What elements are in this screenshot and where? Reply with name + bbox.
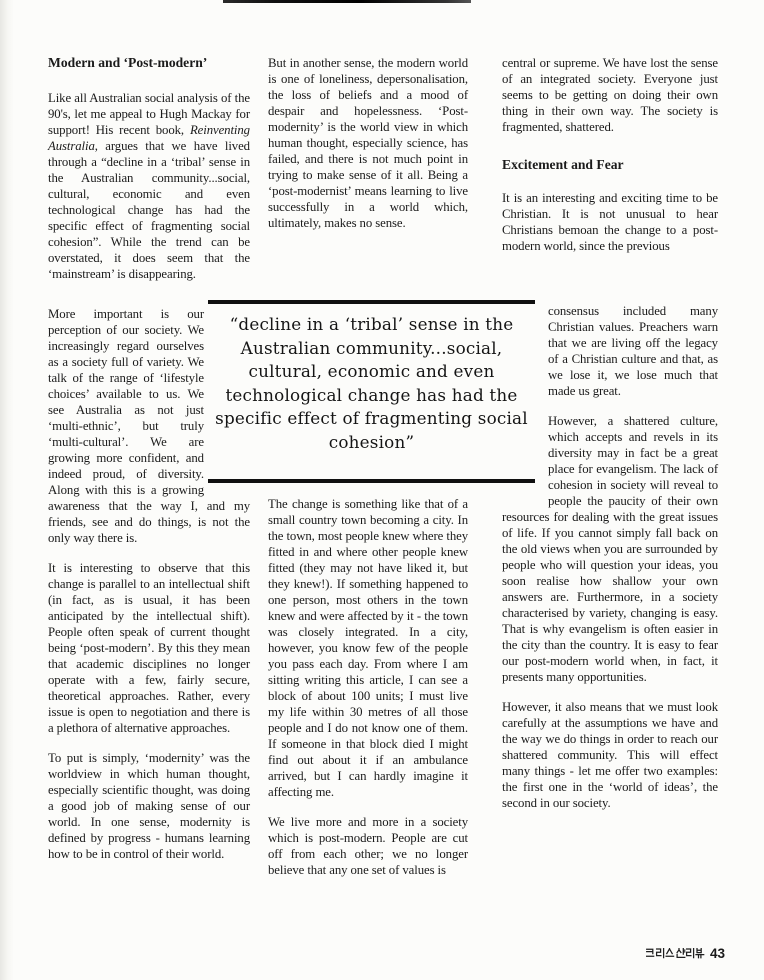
pull-quote: “decline in a ‘tribal’ sense in the Australian community...social, cultural, economic and even technological change has had the specific effect of fragmenting social cohesion” [208, 300, 535, 483]
column2-upper [268, 55, 468, 231]
paragraph: We live more and more in a society which is post-modern. People are cut off from each other; we no longer believe that any one set of values is [268, 815, 468, 877]
hangul-glyph-seu [666, 949, 674, 956]
paragraph-text: consensus included many Christian values. Preachers warn that we are living off the legacy of a Christian culture and that, as we lose it, we lose much that made us great. [548, 304, 718, 398]
section-heading-excitement-and-fear: Excitement and Fear [502, 157, 624, 172]
paragraph: The change is something like that of a small country town becoming a city. In the town, most people knew where they fitted in and where other people knew fitted (they may not have liked it, but they knew!). If something happened to one person, most others in the town knew and were affected by it - the town was closely integrated. In a city, however, you know few of the people you pass each day. From where I am sitting writing this article, I can see a block of about 100 units; I must live my life within 30 metres of all those people and I do not know one of them. If someone in that block died I might find out about it if an ambulance arrived, but I can hardly imagine it affecting me. [268, 497, 468, 799]
page-number: 43 [709, 946, 725, 961]
hangul-glyph-ri [687, 948, 694, 957]
book-title-reinventing-australia: Reinventing Australia [48, 123, 250, 153]
hangul-glyph-ri [657, 948, 664, 957]
paragraph: central or supreme. We have lost the sense of an integrated society. Everyone just seems to be getting on doing their own thing in their own way. The society is fragmented, shattered. [502, 56, 718, 134]
paragraph: However, a shattered culture, which accepts and revels in its diversity may in fact be a great place for evangelism. The lack of cohesion in society will reveal to people the paucity of their own resources for dealing with the great issues of life. If you cannot simply fall back on the old views when you are surrounded by people who will question your ideas, you soon realise how shallow your own answers are. Furthermore, in a society characterised by variety, changing is easy. That is why evangelism is often easier in the city than the country. It is easy to fear our post-modern world when, in fact, it presents many opportunities. [502, 414, 718, 684]
hangul-glyph-chyan [677, 948, 685, 957]
hangul-glyph-keu [646, 949, 654, 956]
korean-magazine-title [646, 948, 705, 959]
scan-left-edge-artifact [0, 0, 14, 980]
column3-upper [502, 55, 718, 254]
paragraph [502, 303, 718, 399]
scan-top-bar-artifact [223, 0, 471, 3]
paragraph-text: Like all Australian social analysis of the 90's, let me appeal to Hugh Mackay for support! His recent book, [48, 91, 250, 137]
paragraph-text: , argues that we have lived through a “decline in a ‘tribal’ sense in the Australian community...social, cultural, economic and even technological change has had the specific effect of fragmenting social cohesion”. While the trend can be overstated, it does seem that the ‘mainstream’ is disappearing. [48, 139, 250, 281]
column1-upper [48, 55, 250, 282]
paragraph: It is an interesting and exciting time to be Christian. It is not unusual to hear Christians bemoan the change to a post-modern world, since the previous [502, 191, 718, 253]
column3-lower [502, 303, 718, 811]
paragraph: But in another sense, the modern world is one of loneliness, depersonalisation, the loss of beliefs and a mood of despair and hopelessness. ‘Post-modernity’ is the world view in which human thought, especially science, has failed, and there is not much point in trying to make sense of it all. Being a ‘post-modernist’ means learning to live successfully in a world which, ultimately, makes no sense. [268, 56, 468, 230]
pull-quote-wrap-spacer [502, 303, 548, 495]
section-heading-modern-postmodern: Modern and ‘Post-modern’ [48, 55, 208, 70]
paragraph: To put is simply, ‘modernity’ was the worldview in which human thought, especially scientific thought, was doing a good job of making sense of our world. In one sense, modernity is defined by progress - humans learning how to be in control of their world. [48, 751, 250, 861]
paragraph: However, it also means that we must look carefully at the assumptions we have and the way we do things in order to reach our shattered community. This will effect many things - let me offer two examples: the first one in the ‘world of ideas’, the second in our society. [502, 700, 718, 810]
paragraph [48, 90, 250, 282]
column2-lower [268, 496, 468, 878]
paragraph: It is interesting to observe that this change is parallel to an intellectual shift (in fact, as is usual, it has been anticipated by the intellectual shift). People often speak of current thought being ‘post-modern’. By this they mean that academic disciplines no longer operate with a few, fairly secure, theoretical approaches. Rather, every issue is open to negotiation and there is a plethora of alternative approaches. [48, 561, 250, 735]
page-footer [646, 947, 725, 960]
hangul-glyph-byu [696, 949, 704, 958]
paragraph-text: More important is our perception of our society. We increasingly regard ourselves as a society full of variety. We talk of the range of ‘lifestyle choices’ available to us. We see Australia as not just ‘multi-ethnic’, but truly ‘multi-cultural’. We are growing more confident, and indeed proud, of diversity. Along with this is a growing awareness that the way I, and my friends, see and do things, is not the only way there is. [48, 307, 250, 545]
